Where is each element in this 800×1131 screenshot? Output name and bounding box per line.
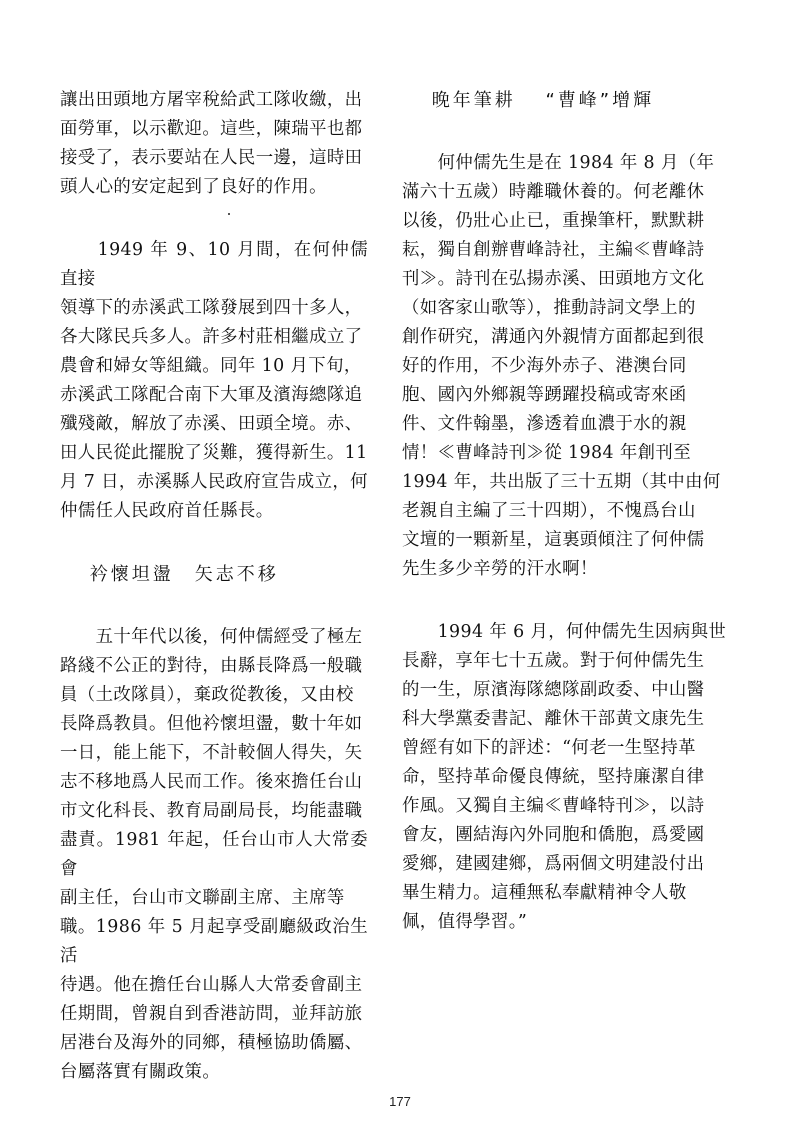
- right-column: [402, 86, 750, 937]
- right-paragraph-2: 1994 年 6 月，何仲儒先生因病與世 長辭，享年七十五歲。對于何仲儒先生 的一生，原濱海隊總隊副政委、中山醫 科大學黨委書記、離休干部黄文康先生 曾經有如下的評述：“何老一生堅持革 命，堅持革命優良傳統，堅持廉潔自律 作風。又獨自主编≪曹峰特刊≫，以詩 會友，團結海內外同胞和僑胞，爲愛國 愛鄉，建國建鄉，爲兩個文明建設付出 畢生精力。這種無私奉獻精神令人敬 佩，值得學習。”: [402, 622, 727, 932]
- left-column: [60, 86, 368, 1087]
- page-number: 177: [389, 1094, 411, 1109]
- right-paragraph-1: 何仲儒先生是在 1984 年 8 月（年 滿六十五歲）時離職休養的。何老離休 以後，仍壯心止已，重操筆杆，默默耕 耘，獨自創辦曹峰詩社，主編≪曹峰詩 刊≫。詩刊在弘揚赤溪、田頭地方文化 （如客家山歌等），推動詩詞文學上的 創作研究，溝通內外親情方面都起到很 好的作用，不少海外赤子、港澳台同 胞、國內外鄉親等踴躍投稿或寄來函 件、文件翰墨，滲透着血濃于水的親 情！≪曹峰詩刊≫從 1984 年創刊至 1994 年，共出版了三十五期（其中由何 老親自主編了三十四期），不愧爲台山 文壇的一顆新星，這裏頭傾注了何仲儒 先生多少辛勞的汗水啊！: [402, 153, 721, 579]
- section-heading-later-years: 晚年筆耕 “曹峰”增輝: [402, 90, 655, 111]
- section-heading-integrity: 衿懷坦盪 矢志不移: [60, 564, 279, 585]
- left-paragraph-3: 五十年代以後，何仲儒經受了極左 路綫不公正的對待，由縣長降爲一般職 員（土改隊員），棄政從教後，又由校 長降爲教員。但他衿懷坦盪，數十年如 一日，能上能下，不計較個人得失，矢 志不移地爲人民而工作。後來擔任台山 市文化科長、教育局副局長，均能盡職 盡責。1981 年起，任台山市人大常委會 副主任，台山市文聯副主席、主席等 職。1986 年 5 月起享受副廳級政治生活 待遇。他在擔任台山縣人大常委會副主 任期間，曾親自到香港訪問，並拜訪旅 居港台及海外的同鄉，積極協助僑屬、 台屬落實有關政策。: [60, 627, 368, 1082]
- stray-dot-mark: [228, 213, 230, 215]
- left-paragraph-1: 讓出田頭地方屠宰稅給武工隊收繳，出 面勞軍，以示歡迎。這些，陳瑞平也都 接受了，表示要站在人民一邊，這時田 頭人心的安定起到了良好的作用。: [60, 90, 363, 197]
- left-paragraph-2: 1949 年 9、10 月間，在何仲儒直接 領導下的赤溪武工隊發展到四十多人， 各大隊民兵多人。許多村莊相繼成立了 農會和婦女等組織。同年 10 月下旬， 赤溪武工隊配合南下大軍及濱海總隊追 殲殘敵，解放了赤溪、田頭全境。赤、 田人民從此擺脫了災難，獲得新生。11 月 7 日，赤溪縣人民政府宣告成立，何 仲儒任人民政府首任縣長。: [60, 240, 368, 521]
